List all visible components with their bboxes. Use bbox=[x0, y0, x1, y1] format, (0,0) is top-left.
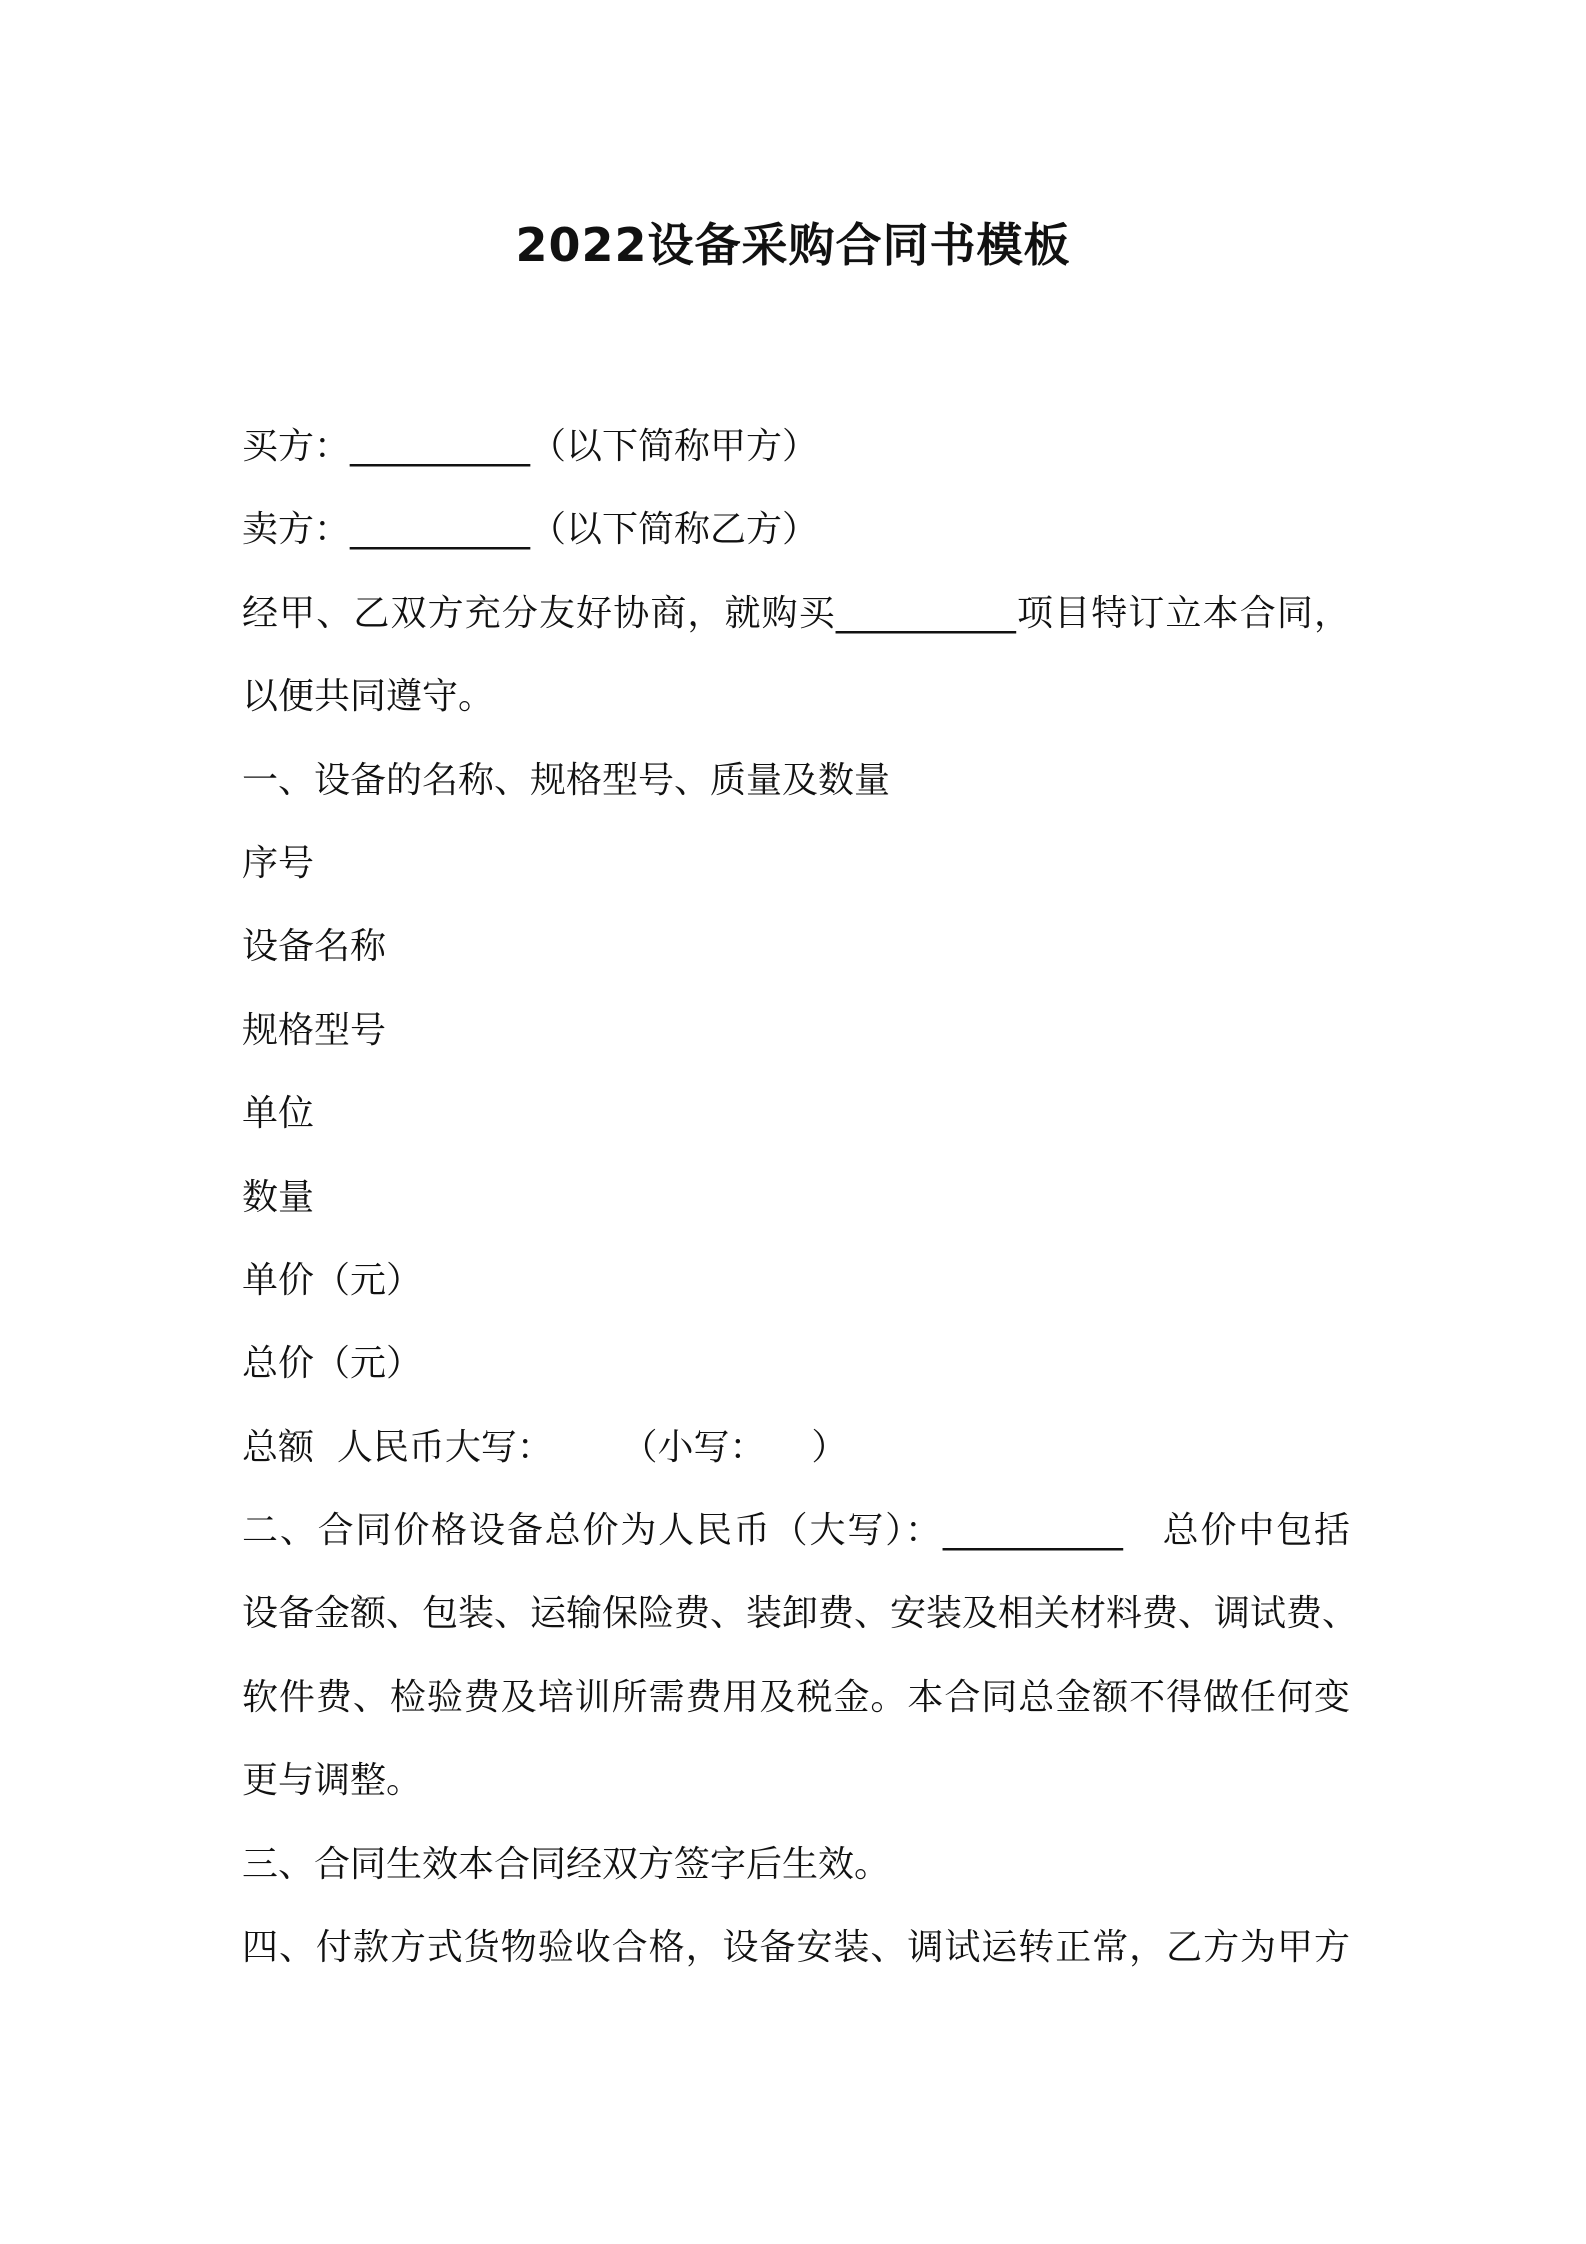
section-3-line: 三、合同生效本合同经双方签字后生效。 bbox=[242, 1843, 891, 1885]
document-title: 2022设备采购合同书模板 bbox=[515, 218, 1071, 272]
section-2-line-1: 二、合同价格设备总价为人民币（大写）：__________ 总价中包括 bbox=[242, 1510, 1350, 1552]
section-2-line-2: 设备金额、包装、运输保险费、装卸费、安装及相关材料费、调试费、 bbox=[242, 1593, 1359, 1635]
field-unit: 单位 bbox=[242, 1093, 315, 1135]
field-unit-price: 单价（元） bbox=[242, 1259, 423, 1301]
seller-line: 卖方：__________（以下简称乙方） bbox=[242, 509, 819, 551]
intro-line-2: 以便共同遵守。 bbox=[242, 676, 495, 718]
field-equipment-name: 设备名称 bbox=[242, 926, 387, 968]
document-body bbox=[242, 405, 1359, 1989]
section-2-line-4: 更与调整。 bbox=[242, 1760, 423, 1802]
field-spec-model: 规格型号 bbox=[242, 1009, 387, 1051]
intro-line-1: 经甲、乙双方充分友好协商，就购买__________项目特订立本合同， bbox=[242, 592, 1350, 634]
section-2-line-3: 软件费、检验费及培训所需费用及税金。本合同总金额不得做任何变 bbox=[242, 1676, 1350, 1718]
section-1-heading: 一、设备的名称、规格型号、质量及数量 bbox=[242, 759, 891, 801]
buyer-line: 买方：__________（以下简称甲方） bbox=[242, 426, 819, 467]
field-quantity: 数量 bbox=[242, 1176, 315, 1218]
field-total-amount: 总额 人民币大写： （小写： ） bbox=[242, 1426, 848, 1468]
section-4-line-1: 四、付款方式货物验收合格，设备安装、调试运转正常，乙方为甲方 bbox=[242, 1927, 1350, 1969]
field-total-price: 总价（元） bbox=[242, 1343, 423, 1385]
field-serial-number: 序号 bbox=[242, 842, 315, 884]
